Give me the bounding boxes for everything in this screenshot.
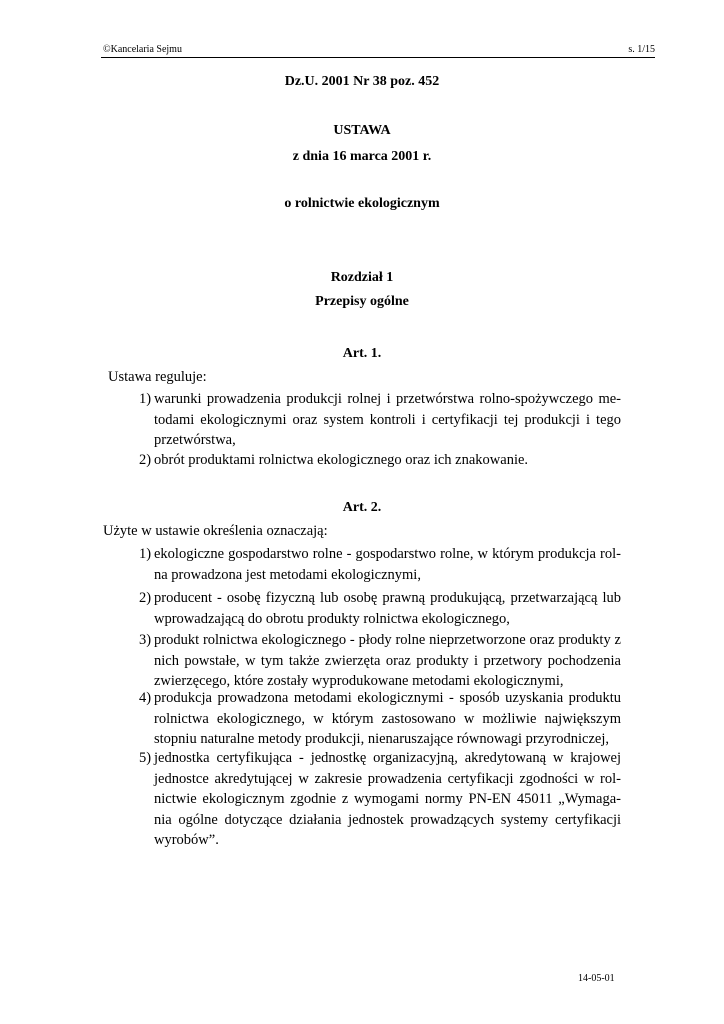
chapter-number: Rozdział 1 [330,270,394,285]
art2-item-1 [139,544,621,585]
item-number: 5) [139,750,152,766]
item-number: 3) [139,632,152,648]
header-publisher: ©Kancelaria Sejmu [103,44,182,55]
art2-item-3 [139,630,621,692]
item-line: ekologiczne gospodarstwo rolne - gospodarstwo rolne, w którym produkcja rol- [154,546,621,562]
item-line: rolnictwa ekologicznego, w którym zastosowano w możliwie największym [154,710,621,727]
item-line: todami ekologicznymi oraz system kontroli i certyfikacji tej produkcji i tego [154,411,621,428]
item-number: 1) [139,391,152,407]
item-line: producent - osobę fizyczną lub osobę prawną produkującą, przetwarzającą lub [154,590,621,606]
item-line: obrót produktami rolnictwa ekologicznego oraz ich znakowanie. [154,452,529,468]
page-header [101,42,655,58]
art2-intro: Użyte w ustawie określenia oznaczają: [103,523,328,539]
act-subject: o rolnictwie ekologicznym [284,196,440,211]
act-date: z dnia 16 marca 2001 r. [292,149,432,164]
page-footer-date: 14-05-01 [578,973,615,984]
art2-item-4 [139,688,621,750]
art2-item-5 [139,748,621,851]
item-line: produkcja prowadzona metodami ekologicznymi - sposób uzyskania produktu [154,690,621,706]
header-page-number: s. 1/15 [628,44,655,55]
item-line: jednostce akredytującej w zakresie prowadzenia certyfikacji zgodności w rol- [154,770,621,787]
act-type: USTAWA [333,123,391,138]
item-line: warunki prowadzenia produkcji rolnej i przetwórstwa rolno-spożywczego me- [154,391,621,407]
item-number: 2) [139,452,152,468]
item-line: stopniu naturalne metody produkcji, nienaruszające równowagi przyrodniczej, [154,731,609,747]
item-line: wyrobów”. [154,832,219,848]
journal-reference: Dz.U. 2001 Nr 38 poz. 452 [284,74,440,89]
chapter-name: Przepisy ogólne [315,294,409,309]
item-number: 4) [139,690,152,706]
item-line: nia ogólne dotyczące działania jednostek prowadzących systemy certyfikacji [154,811,621,828]
item-line: produkt rolnictwa ekologicznego - płody rolne nieprzetworzone oraz produkty z [154,632,621,648]
item-line: nictwie ekologicznym zgodnie z wymogami normy PN-EN 45011 „Wymaga- [154,791,621,807]
item-line: przetwórstwa, [154,432,236,448]
item-line: jednostka certyfikująca - jednostkę organizacyjną, akredytowaną w krajowej [154,750,621,766]
art1-item-1 [139,389,621,451]
art2-heading: Art. 2. [342,500,382,515]
item-number: 1) [139,546,152,562]
art1-heading: Art. 1. [342,346,382,361]
item-line: na prowadzona jest metodami ekologicznymi, [154,566,421,583]
art1-intro: Ustawa reguluje: [108,369,207,385]
item-line: nich powstałe, w tym także zwierzęta oraz produkty i przetwory pochodzenia [154,652,621,669]
art1-item-2 [139,450,621,471]
item-line: wprowadzającą do obrotu produkty rolnictwa ekologicznego, [154,610,510,627]
art2-item-2 [139,588,621,629]
item-number: 2) [139,590,152,606]
item-line: zwierzęcego, które zostały wyprodukowane metodami ekologicznymi, [154,673,564,689]
